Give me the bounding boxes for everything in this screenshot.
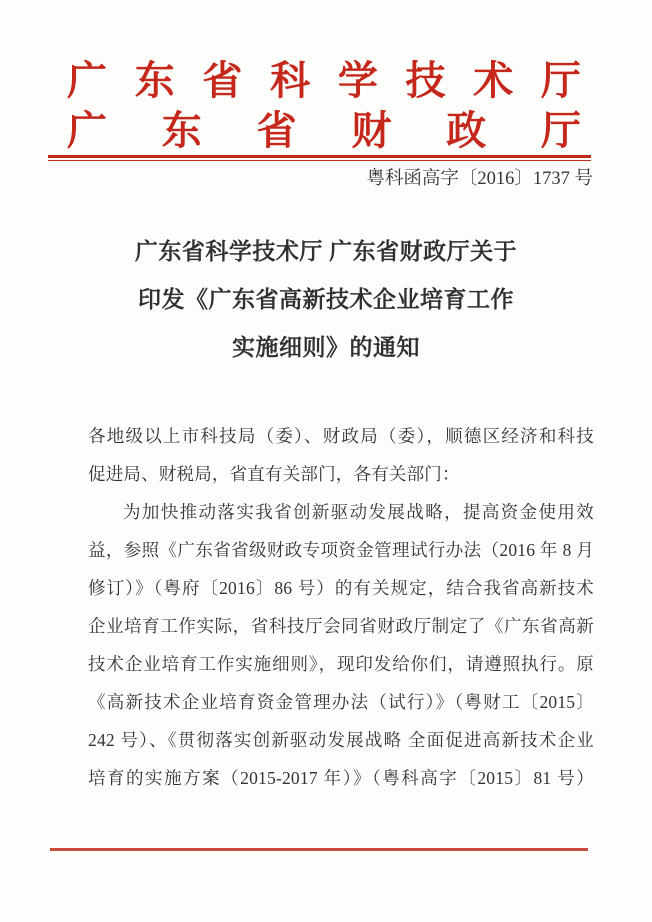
body-line: 242 号）、《贯彻落实创新驱动发展战略 全面促进高新技术企业 bbox=[88, 730, 594, 750]
letterhead bbox=[67, 52, 581, 152]
letterhead-agency-1: 广 东 省 科 学 技 术 厅 bbox=[67, 57, 581, 103]
document-title bbox=[30, 228, 622, 372]
body-line: 为加快推动落实我省创新驱动发展战略，提高资金使用效 bbox=[123, 502, 594, 522]
body-line: 培育的实施方案（2015-2017 年）》（粤科高字〔2015〕81 号） bbox=[88, 768, 594, 788]
footer-rule bbox=[50, 848, 588, 851]
document-reference-number: 粤科函高字〔2016〕1737 号 bbox=[366, 169, 593, 189]
body-line: 《高新技术企业培育资金管理办法（试行）》（粤财工〔2015〕 bbox=[88, 692, 594, 712]
title-line-1: 广东省科学技术厅 广东省财政厅关于 bbox=[134, 239, 518, 264]
title-line-3: 实施细则》的通知 bbox=[232, 335, 420, 360]
letterhead-double-rule bbox=[48, 155, 591, 161]
body-line: 益，参照《广东省省级财政专项资金管理试行办法（2016 年 8 月 bbox=[88, 540, 594, 560]
document-body bbox=[88, 417, 594, 797]
title-line-2: 印发《广东省高新技术企业培育工作 bbox=[138, 287, 514, 312]
body-line: 修订）》（粤府〔2016〕86 号）的有关规定，结合我省高新技术 bbox=[88, 578, 594, 598]
body-line: 促进局、财税局，省直有关部门，各有关部门： bbox=[88, 464, 460, 484]
body-line: 技术企业培育工作实施细则》，现印发给你们，请遵照执行。原 bbox=[88, 654, 594, 674]
letterhead-agency-2: 广 东 省 财 政 厅 bbox=[67, 107, 581, 153]
body-line: 企业培育工作实际，省科技厅会同省财政厅制定了《广东省高新 bbox=[88, 616, 594, 636]
body-line: 各地级以上市科技局（委）、财政局（委），顺德区经济和科技 bbox=[88, 426, 594, 446]
